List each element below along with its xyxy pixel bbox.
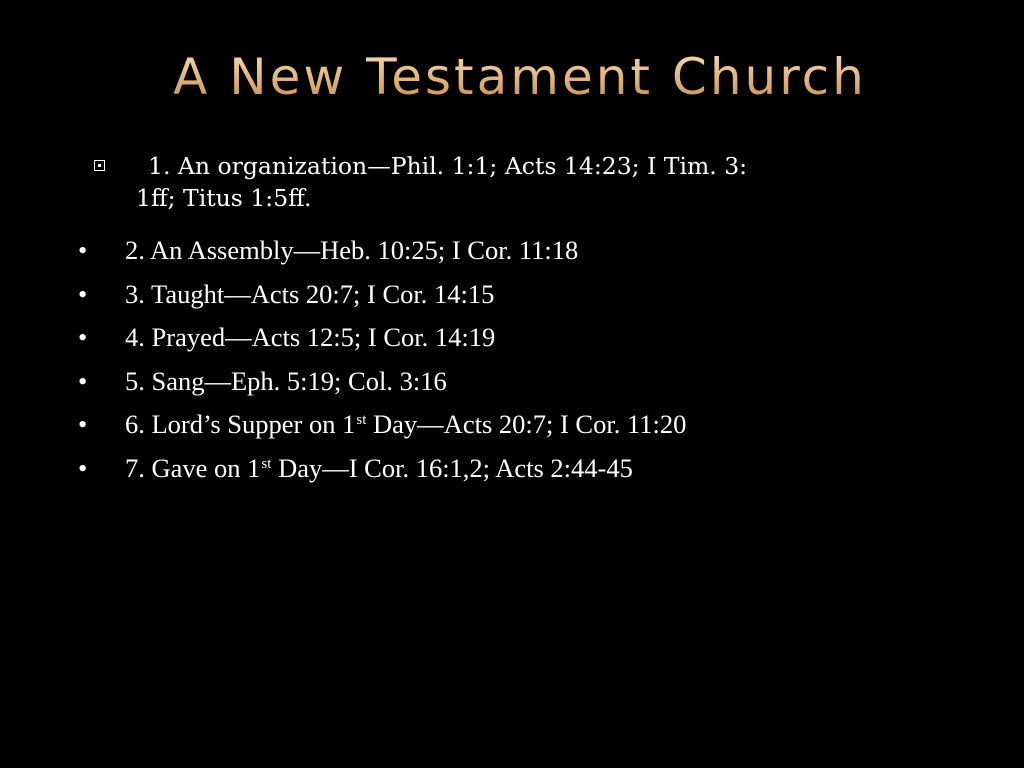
list-item-text-start: 7. Gave on 1: [125, 452, 261, 483]
list-item-text: 4. Prayed—Acts 12:5; I Cor. 14:19: [125, 322, 496, 352]
list-item: [78, 274, 686, 318]
list-item: [78, 230, 686, 274]
list-item-line-1: 1. An organization—Phil. 1:1; Acts 14:23; I Tim. 3:: [148, 152, 748, 180]
list-item: [78, 448, 686, 492]
bullet-icon: •: [78, 452, 88, 483]
list-item-text: [125, 409, 686, 439]
bullet-list: [78, 230, 686, 491]
list-item-text: [125, 453, 633, 483]
list-item-line-2: 1ff; Titus 1:5ff.: [136, 184, 312, 212]
bullet-icon: •: [78, 235, 88, 265]
list-item-text: 2. An Assembly—Heb. 10:25; I Cor. 11:18: [125, 235, 579, 265]
list-item-text-end: Day—I Cor. 16:1,2; Acts 2:44-45: [271, 452, 633, 483]
ordinal-suffix: st: [356, 412, 367, 428]
list-item-text: 3. Taught—Acts 20:7; I Cor. 14:15: [125, 278, 495, 309]
bullet-icon: •: [78, 365, 88, 396]
bullet-icon: •: [78, 322, 88, 352]
slide-title: A New Testament Church: [0, 52, 1024, 102]
ordinal-suffix: st: [261, 455, 272, 472]
list-item-text: 5. Sang—Eph. 5:19; Col. 3:16: [125, 365, 447, 396]
list-item-text: [94, 150, 914, 214]
list-item-text-start: 6. Lord’s Supper on 1: [125, 409, 356, 439]
bullet-icon: •: [78, 278, 88, 309]
list-item: [78, 361, 686, 405]
list-item-organization: [94, 150, 914, 214]
list-item: [78, 317, 686, 361]
bullet-icon: •: [78, 409, 88, 439]
list-item-text-end: Day—Acts 20:7; I Cor. 11:20: [366, 409, 687, 439]
list-item: [78, 404, 686, 448]
square-bullet-icon: [94, 160, 105, 171]
